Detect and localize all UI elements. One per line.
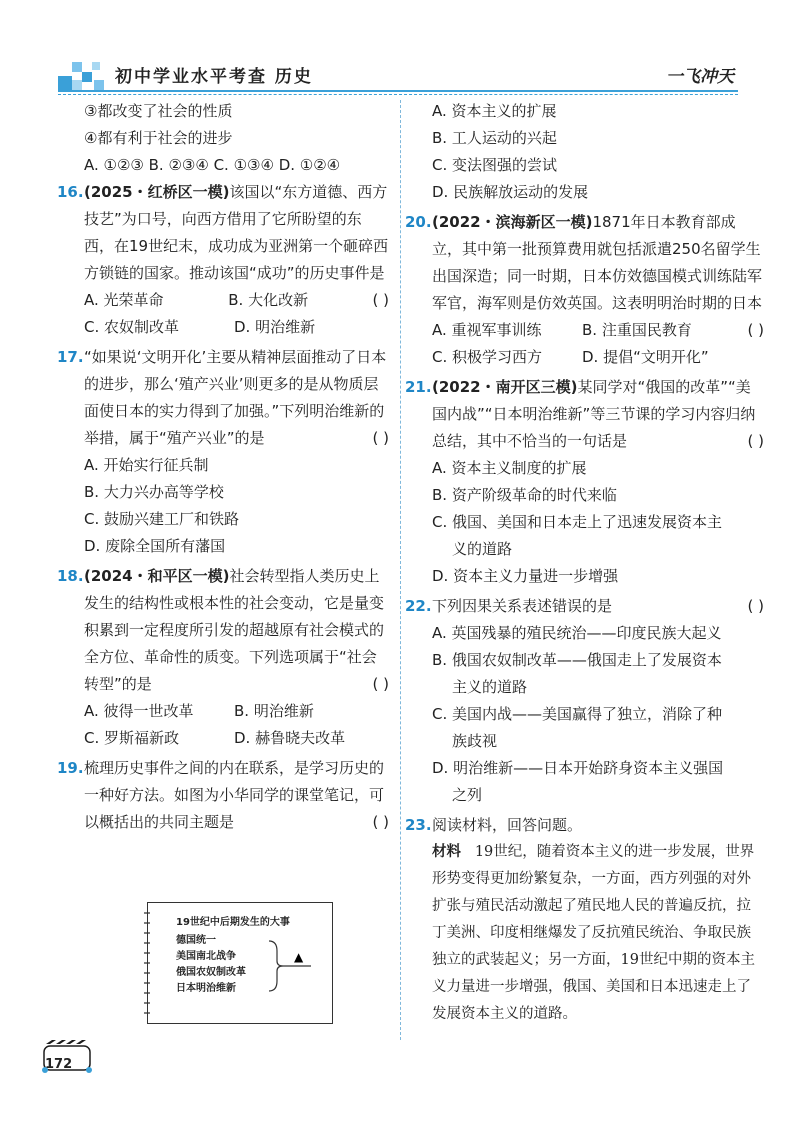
option-b: B. 注重国民教育: [582, 321, 692, 339]
option-b: B. 俄国农奴制改革——俄国走上了发展资本: [432, 651, 722, 669]
question-source: (2022・滨海新区一模): [432, 213, 593, 231]
notebook-rings-icon: [142, 909, 152, 1017]
note-item: 德国统一: [176, 935, 216, 946]
question-text: 下列因果关系表述错误的是: [432, 597, 613, 615]
answer-blank: ( ): [372, 291, 389, 309]
question-source: (2024・和平区一模): [84, 567, 230, 585]
header-rule: [58, 90, 738, 92]
option-d: D. 废除全国所有藩国: [84, 537, 226, 555]
question-number: 18.: [57, 567, 84, 585]
answer-blank: ( ): [747, 321, 764, 339]
page-number: 172: [45, 1057, 73, 1072]
right-column: [405, 98, 764, 1028]
material-text: 19世纪，随着资本主义的进一步发展，世界形势变得更加纷繁复杂，一方面，西方列强的对外扩张与殖民活动激起了殖民地人民的普遍反抗，拉丁美洲、印度相继爆发了反抗殖民统治、争取民族独立的武装起义；另一方面，19世纪中期的资本主义力量进一步增强，俄国、美国和日本迅速走上了发展资本主义的道路。: [432, 844, 755, 1022]
question-text: 1871年日本教育部成立，其中第一批预算费用就包括派遣250名留学生出国深造；同一时期，日本仿效德国模式训练陆军军官，海军则是仿效英国。这表明明治时期的日本: [432, 213, 763, 312]
option-c: C. 俄国、美国和日本走上了迅速发展资本主: [432, 513, 723, 531]
note-item: 美国南北战争: [176, 951, 236, 962]
options-row: [432, 317, 748, 344]
option-a: A. 开始实行征兵制: [84, 456, 209, 474]
question-23: [405, 812, 764, 839]
question-text: 梳理历史事件之间的内在联系，是学习历史的一种好方法。如图为小华同学的课堂笔记，可以概括出的共同主题是: [84, 759, 385, 831]
question-text: “如果说‘文明开化’主要从精神层面推动了日本的进步，那么‘殖产兴业’则更多的是从物质层面使日本的实力得到了加强。”下列明治维新的举措，属于“殖产兴业”的是: [84, 348, 387, 447]
question-number: 19.: [57, 759, 84, 777]
q19-option-a: A. 资本主义的扩展: [432, 102, 557, 120]
question-number: 16.: [57, 183, 84, 201]
option-d: D. 提倡“文明开化”: [582, 348, 709, 366]
header-title: 初中学业水平考查 历史: [115, 67, 313, 87]
option-c: C. 美国内战——美国赢得了独立，消除了种: [432, 705, 723, 723]
question-number: 17.: [57, 348, 84, 366]
options-row: [432, 344, 764, 371]
option-c: C. 农奴制改革: [84, 318, 180, 336]
question-number: 20.: [405, 213, 432, 231]
option-b: B. 资产阶级革命的时代来临: [432, 486, 617, 504]
question-text: 某同学对“俄国的改革”“美国内战”“日本明治维新”等三节课的学习内容归纳总结，其中不恰当的一句话是: [432, 378, 756, 450]
q19-option-b: B. 工人运动的兴起: [432, 129, 557, 147]
material-passage: [432, 839, 764, 1028]
header-rule-dashed: [58, 94, 738, 95]
option-a: A. 英国残暴的殖民统治——印度民族大起义: [432, 624, 722, 642]
option-a: A. 光荣革命: [84, 291, 164, 309]
q15-statement-3: ③都改变了社会的性质: [84, 102, 233, 120]
option-d: D. 资本主义力量进一步增强: [432, 567, 619, 585]
option-c-cont: 义的道路: [452, 540, 513, 558]
note-item: 日本明治维新: [176, 983, 236, 994]
note-items: [176, 933, 246, 997]
option-c: C. 鼓励兴建工厂和铁路: [84, 510, 240, 528]
option-c: C. 积极学习西方: [432, 348, 543, 366]
q15-options: A. ①②③ B. ②③④ C. ①③④ D. ①②④: [84, 156, 341, 174]
option-c-cont: 族歧视: [452, 732, 498, 750]
q15-statement-4: ④都有利于社会的进步: [84, 129, 233, 147]
question-17: [57, 344, 389, 452]
option-d: D. 赫鲁晓夫改革: [234, 729, 346, 747]
header-decoration-icon: [58, 58, 108, 92]
q19-option-c: C. 变法图强的尝试: [432, 156, 558, 174]
answer-blank: ( ): [372, 429, 389, 447]
options-row: [57, 698, 389, 725]
material-label: 材料: [432, 844, 461, 860]
option-d: D. 明治维新: [234, 318, 316, 336]
question-22: [405, 593, 764, 620]
note-item: 俄国农奴制改革: [176, 967, 246, 978]
question-text: 该国以“东方道德、西方技艺”为口号，向西方借用了它所盼望的东西，在19世纪末，成功成为亚洲第一个砸碎西方锁链的国家。推动该国“成功”的历史事件是: [84, 183, 389, 282]
answer-blank: ( ): [747, 432, 764, 450]
note-title: 19世纪中后期发生的大事: [176, 917, 290, 928]
class-note-figure: [147, 902, 333, 1024]
question-18: [57, 563, 389, 698]
question-source: (2022・南开区三模): [432, 378, 578, 396]
option-b: B. 大化改新: [228, 291, 309, 309]
question-number: 21.: [405, 378, 432, 396]
answer-blank: ( ): [747, 597, 764, 615]
triangle-mark: ▲: [294, 950, 304, 964]
question-source: (2025・红桥区一模): [84, 183, 230, 201]
answer-blank: ( ): [372, 813, 389, 831]
question-19: [57, 755, 389, 836]
option-b: B. 明治维新: [234, 702, 314, 720]
question-text: 社会转型指人类历史上发生的结构性或根本性的社会变动，它是量变积累到一定程度所引发的超越原有社会模式的全方位、革命性的质变。下列选项属于“社会转型”的是: [84, 567, 385, 693]
option-a: A. 彼得一世改革: [84, 702, 194, 720]
question-number: 23.: [405, 816, 432, 834]
column-divider: [400, 100, 401, 1040]
option-a: A. 资本主义制度的扩展: [432, 459, 587, 477]
option-a: A. 重视军事训练: [432, 321, 542, 339]
options-row: [57, 314, 389, 341]
q19-option-d: D. 民族解放运动的发展: [432, 183, 589, 201]
left-column: [57, 98, 389, 836]
answer-blank: ( ): [372, 675, 389, 693]
options-row: [57, 287, 373, 314]
option-d-cont: 之列: [452, 786, 483, 804]
option-b: B. 大力兴办高等学校: [84, 483, 224, 501]
brace-icon: [267, 939, 315, 993]
question-text: 阅读材料，回答问题。: [432, 816, 583, 834]
options-row: [57, 725, 389, 752]
option-c: C. 罗斯福新政: [84, 729, 180, 747]
question-number: 22.: [405, 597, 432, 615]
header-brand: 一飞冲天: [666, 67, 734, 87]
option-b-cont: 主义的道路: [452, 678, 528, 696]
option-d: D. 明治维新——日本开始跻身资本主义强国: [432, 759, 724, 777]
question-21: [405, 374, 764, 455]
